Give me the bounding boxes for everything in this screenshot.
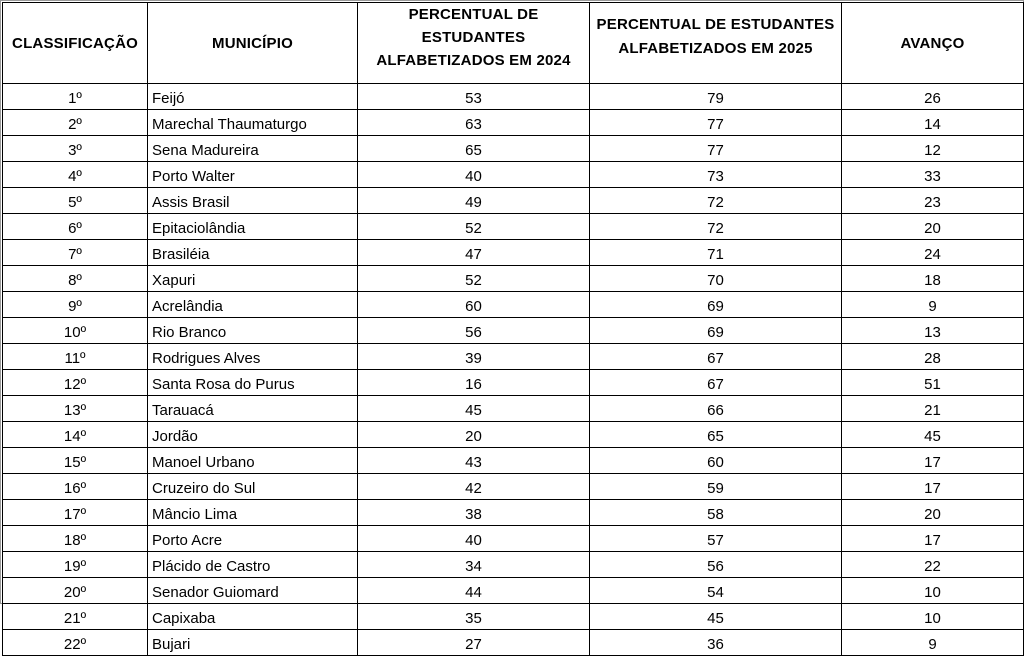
avanco-cell: 17 bbox=[842, 448, 1024, 474]
table-header bbox=[3, 3, 1024, 84]
avanco-cell: 9 bbox=[842, 630, 1024, 656]
table-row bbox=[3, 188, 1024, 214]
avanco-cell: 23 bbox=[842, 188, 1024, 214]
classificacao-cell: 18º bbox=[3, 526, 148, 552]
header-percentual-2024: PERCENTUAL DE ESTUDANTES ALFABETIZADOS EM 2024 bbox=[358, 3, 590, 84]
avanco-cell: 9 bbox=[842, 292, 1024, 318]
percentual-2025-cell: 66 bbox=[590, 396, 842, 422]
percentual-2024-cell: 39 bbox=[358, 344, 590, 370]
percentual-2025-cell: 57 bbox=[590, 526, 842, 552]
avanco-cell: 33 bbox=[842, 162, 1024, 188]
classificacao-cell: 1º bbox=[3, 84, 148, 110]
municipio-cell: Rio Branco bbox=[148, 318, 358, 344]
table-row bbox=[3, 500, 1024, 526]
municipio-cell: Acrelândia bbox=[148, 292, 358, 318]
percentual-2025-cell: 79 bbox=[590, 84, 842, 110]
header-avanco: AVANÇO bbox=[842, 3, 1024, 84]
table-row bbox=[3, 630, 1024, 656]
table-row bbox=[3, 474, 1024, 500]
percentual-2025-cell: 67 bbox=[590, 344, 842, 370]
municipio-cell: Xapuri bbox=[148, 266, 358, 292]
table-row bbox=[3, 318, 1024, 344]
table-row bbox=[3, 370, 1024, 396]
classificacao-cell: 20º bbox=[3, 578, 148, 604]
table-row bbox=[3, 422, 1024, 448]
percentual-2024-cell: 16 bbox=[358, 370, 590, 396]
table-row bbox=[3, 214, 1024, 240]
municipio-cell: Bujari bbox=[148, 630, 358, 656]
percentual-2025-cell: 72 bbox=[590, 188, 842, 214]
classificacao-cell: 22º bbox=[3, 630, 148, 656]
municipio-cell: Plácido de Castro bbox=[148, 552, 358, 578]
percentual-2025-cell: 54 bbox=[590, 578, 842, 604]
municipio-cell: Rodrigues Alves bbox=[148, 344, 358, 370]
percentual-2024-cell: 65 bbox=[358, 136, 590, 162]
avanco-cell: 45 bbox=[842, 422, 1024, 448]
percentual-2025-cell: 65 bbox=[590, 422, 842, 448]
table-row bbox=[3, 578, 1024, 604]
municipio-cell: Marechal Thaumaturgo bbox=[148, 110, 358, 136]
municipio-cell: Capixaba bbox=[148, 604, 358, 630]
percentual-2024-cell: 43 bbox=[358, 448, 590, 474]
percentual-2024-cell: 45 bbox=[358, 396, 590, 422]
table-row bbox=[3, 266, 1024, 292]
municipio-cell: Manoel Urbano bbox=[148, 448, 358, 474]
municipio-cell: Assis Brasil bbox=[148, 188, 358, 214]
percentual-2024-cell: 52 bbox=[358, 214, 590, 240]
table-row bbox=[3, 240, 1024, 266]
table-row bbox=[3, 110, 1024, 136]
percentual-2024-cell: 35 bbox=[358, 604, 590, 630]
classificacao-cell: 17º bbox=[3, 500, 148, 526]
header-row bbox=[3, 3, 1024, 84]
municipio-cell: Porto Acre bbox=[148, 526, 358, 552]
municipio-cell: Cruzeiro do Sul bbox=[148, 474, 358, 500]
literacy-ranking-table bbox=[2, 2, 1024, 656]
avanco-cell: 51 bbox=[842, 370, 1024, 396]
avanco-cell: 10 bbox=[842, 604, 1024, 630]
municipio-cell: Feijó bbox=[148, 84, 358, 110]
table-row bbox=[3, 526, 1024, 552]
header-municipio: MUNICÍPIO bbox=[148, 3, 358, 84]
percentual-2024-cell: 44 bbox=[358, 578, 590, 604]
municipio-cell: Tarauacá bbox=[148, 396, 358, 422]
table-row bbox=[3, 162, 1024, 188]
percentual-2025-cell: 60 bbox=[590, 448, 842, 474]
table-body bbox=[3, 84, 1024, 656]
avanco-cell: 28 bbox=[842, 344, 1024, 370]
table-row bbox=[3, 292, 1024, 318]
avanco-cell: 24 bbox=[842, 240, 1024, 266]
avanco-cell: 22 bbox=[842, 552, 1024, 578]
percentual-2024-cell: 52 bbox=[358, 266, 590, 292]
classificacao-cell: 12º bbox=[3, 370, 148, 396]
municipio-cell: Senador Guiomard bbox=[148, 578, 358, 604]
municipio-cell: Epitaciolândia bbox=[148, 214, 358, 240]
municipio-cell: Sena Madureira bbox=[148, 136, 358, 162]
municipio-cell: Mâncio Lima bbox=[148, 500, 358, 526]
municipio-cell: Santa Rosa do Purus bbox=[148, 370, 358, 396]
classificacao-cell: 4º bbox=[3, 162, 148, 188]
avanco-cell: 20 bbox=[842, 214, 1024, 240]
table-row bbox=[3, 136, 1024, 162]
percentual-2024-cell: 40 bbox=[358, 526, 590, 552]
percentual-2025-cell: 73 bbox=[590, 162, 842, 188]
classificacao-cell: 21º bbox=[3, 604, 148, 630]
classificacao-cell: 19º bbox=[3, 552, 148, 578]
avanco-cell: 21 bbox=[842, 396, 1024, 422]
percentual-2025-cell: 59 bbox=[590, 474, 842, 500]
table-row bbox=[3, 396, 1024, 422]
percentual-2024-cell: 60 bbox=[358, 292, 590, 318]
avanco-cell: 12 bbox=[842, 136, 1024, 162]
percentual-2024-cell: 47 bbox=[358, 240, 590, 266]
classificacao-cell: 6º bbox=[3, 214, 148, 240]
municipio-cell: Jordão bbox=[148, 422, 358, 448]
percentual-2024-cell: 34 bbox=[358, 552, 590, 578]
header-classificacao: CLASSIFICAÇÃO bbox=[3, 3, 148, 84]
percentual-2025-cell: 36 bbox=[590, 630, 842, 656]
percentual-2024-cell: 42 bbox=[358, 474, 590, 500]
percentual-2025-cell: 77 bbox=[590, 136, 842, 162]
percentual-2025-cell: 71 bbox=[590, 240, 842, 266]
percentual-2024-cell: 63 bbox=[358, 110, 590, 136]
percentual-2024-cell: 56 bbox=[358, 318, 590, 344]
table-row bbox=[3, 552, 1024, 578]
classificacao-cell: 11º bbox=[3, 344, 148, 370]
table-row bbox=[3, 84, 1024, 110]
classificacao-cell: 2º bbox=[3, 110, 148, 136]
table-row bbox=[3, 344, 1024, 370]
percentual-2024-cell: 27 bbox=[358, 630, 590, 656]
percentual-2025-cell: 77 bbox=[590, 110, 842, 136]
classificacao-cell: 16º bbox=[3, 474, 148, 500]
avanco-cell: 13 bbox=[842, 318, 1024, 344]
classificacao-cell: 10º bbox=[3, 318, 148, 344]
avanco-cell: 14 bbox=[842, 110, 1024, 136]
avanco-cell: 10 bbox=[842, 578, 1024, 604]
percentual-2025-cell: 56 bbox=[590, 552, 842, 578]
percentual-2024-cell: 38 bbox=[358, 500, 590, 526]
classificacao-cell: 9º bbox=[3, 292, 148, 318]
percentual-2025-cell: 69 bbox=[590, 292, 842, 318]
percentual-2025-cell: 70 bbox=[590, 266, 842, 292]
percentual-2025-cell: 72 bbox=[590, 214, 842, 240]
classificacao-cell: 8º bbox=[3, 266, 148, 292]
classificacao-cell: 14º bbox=[3, 422, 148, 448]
percentual-2025-cell: 67 bbox=[590, 370, 842, 396]
avanco-cell: 18 bbox=[842, 266, 1024, 292]
avanco-cell: 17 bbox=[842, 526, 1024, 552]
classificacao-cell: 13º bbox=[3, 396, 148, 422]
header-percentual-2025: PERCENTUAL DE ESTUDANTES ALFABETIZADOS EM 2025 bbox=[590, 3, 842, 84]
percentual-2024-cell: 40 bbox=[358, 162, 590, 188]
classificacao-cell: 3º bbox=[3, 136, 148, 162]
municipio-cell: Brasiléia bbox=[148, 240, 358, 266]
percentual-2025-cell: 69 bbox=[590, 318, 842, 344]
avanco-cell: 20 bbox=[842, 500, 1024, 526]
table-row bbox=[3, 604, 1024, 630]
avanco-cell: 17 bbox=[842, 474, 1024, 500]
classificacao-cell: 15º bbox=[3, 448, 148, 474]
percentual-2024-cell: 53 bbox=[358, 84, 590, 110]
municipio-cell: Porto Walter bbox=[148, 162, 358, 188]
percentual-2025-cell: 58 bbox=[590, 500, 842, 526]
classificacao-cell: 7º bbox=[3, 240, 148, 266]
percentual-2024-cell: 49 bbox=[358, 188, 590, 214]
percentual-2024-cell: 20 bbox=[358, 422, 590, 448]
table-row bbox=[3, 448, 1024, 474]
classificacao-cell: 5º bbox=[3, 188, 148, 214]
percentual-2025-cell: 45 bbox=[590, 604, 842, 630]
avanco-cell: 26 bbox=[842, 84, 1024, 110]
